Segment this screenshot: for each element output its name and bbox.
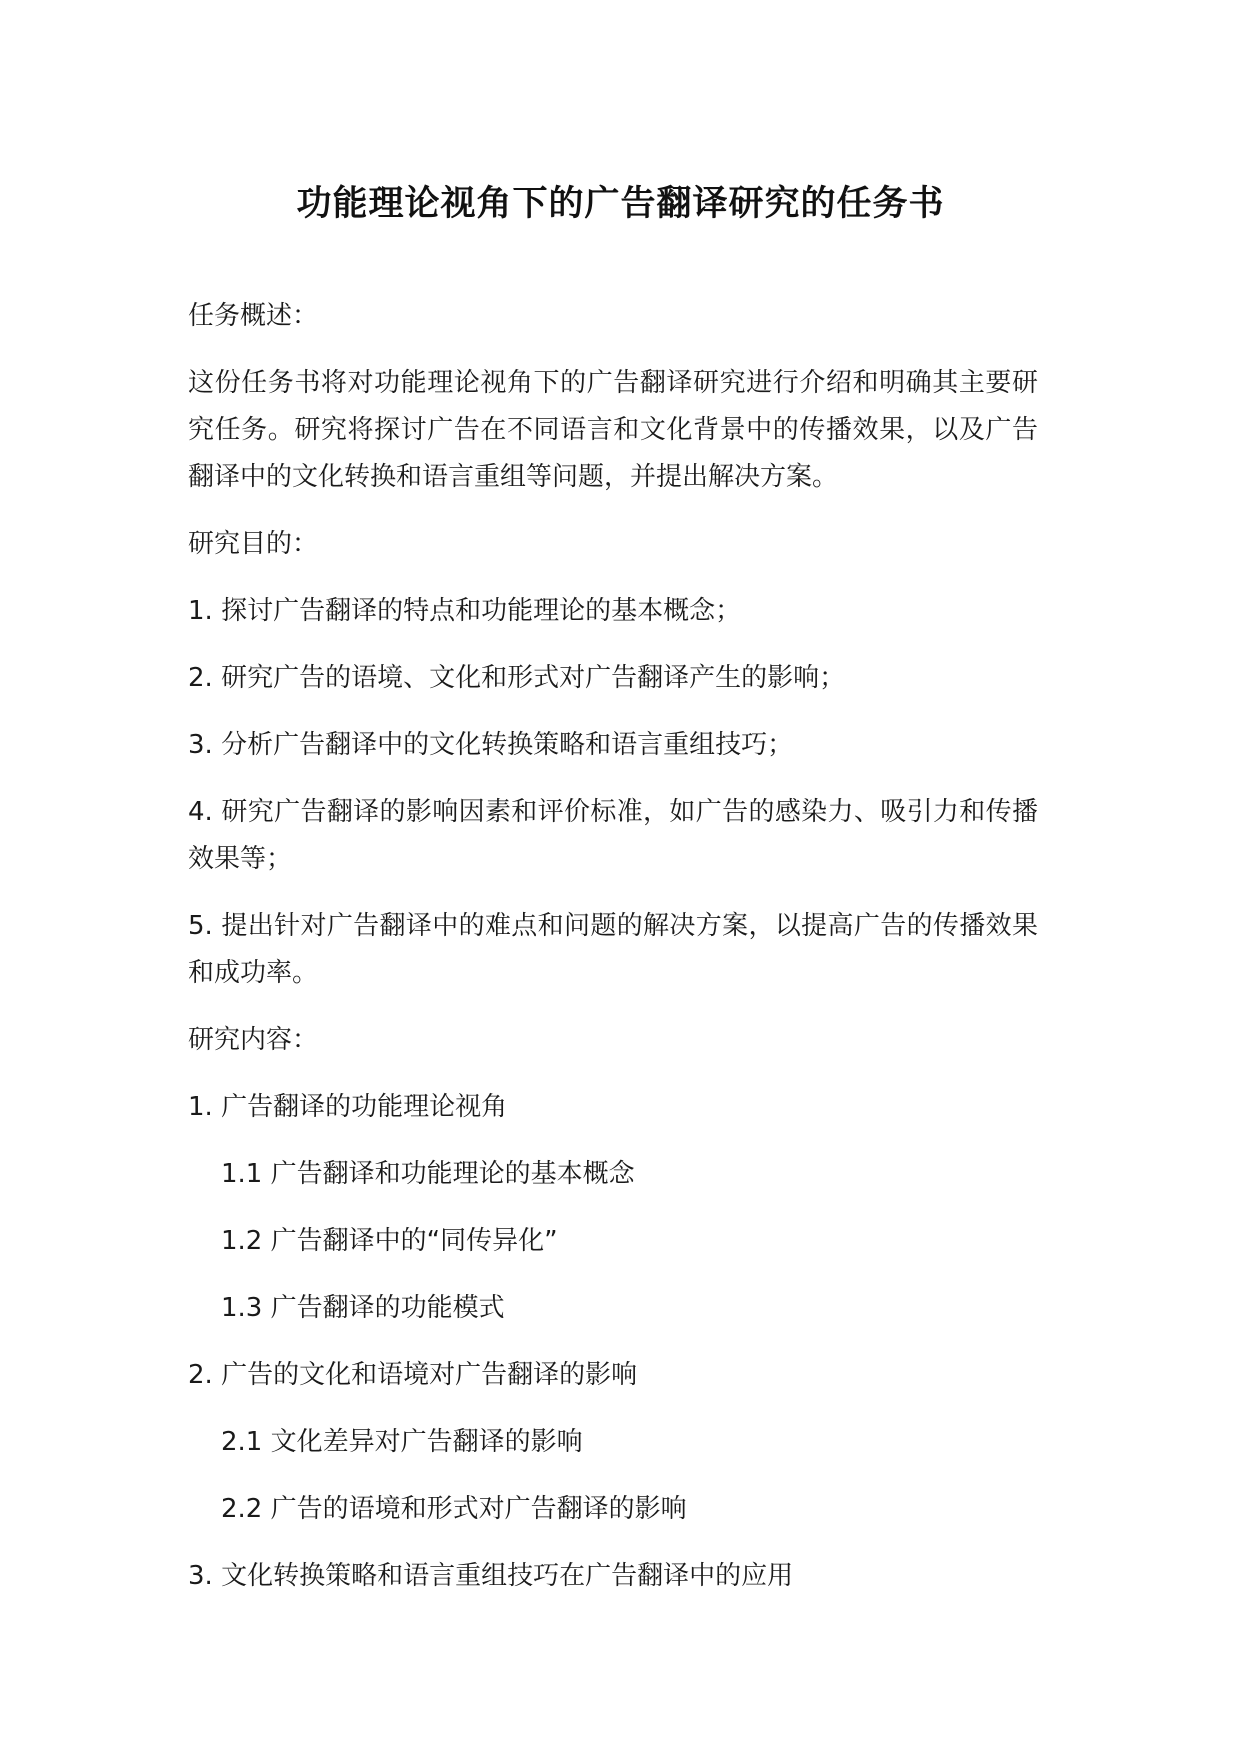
objective-item: 4. 研究广告翻译的影响因素和评价标准，如广告的感染力、吸引力和传播效果等；: [188, 797, 1038, 874]
content-item: 2. 广告的文化和语境对广告翻译的影响: [188, 1360, 638, 1390]
content-item: 1. 广告翻译的功能理论视角: [188, 1092, 508, 1122]
objective-item: 2. 研究广告的语境、文化和形式对广告翻译产生的影响；: [188, 663, 846, 693]
content-subitem: 1.1 广告翻译和功能理论的基本概念: [221, 1159, 635, 1189]
document-title: 功能理论视角下的广告翻译研究的任务书: [296, 184, 945, 224]
section-heading-objectives: 研究目的：: [188, 529, 319, 559]
content-item: 3. 文化转换策略和语言重组技巧在广告翻译中的应用: [188, 1561, 794, 1591]
content-subitem: 1.3 广告翻译的功能模式: [221, 1293, 505, 1323]
overview-paragraph: 这份任务书将对功能理论视角下的广告翻译研究进行介绍和明确其主要研究任务。研究将探讨广告在不同语言和文化背景中的传播效果，以及广告翻译中的文化转换和语言重组等问题，并提出解决方案。: [188, 368, 1038, 492]
objective-item: 5. 提出针对广告翻译中的难点和问题的解决方案，以提高广告的传播效果和成功率。: [188, 911, 1038, 988]
content-subitem: 1.2 广告翻译中的“同传异化”: [221, 1226, 558, 1256]
section-heading-content: 研究内容：: [188, 1025, 319, 1055]
content-subitem: 2.1 文化差异对广告翻译的影响: [221, 1427, 583, 1457]
section-heading-overview: 任务概述：: [188, 301, 319, 331]
objective-item: 1. 探讨广告翻译的特点和功能理论的基本概念；: [188, 596, 742, 626]
document-body: [188, 293, 1038, 1620]
objective-item: 3. 分析广告翻译中的文化转换策略和语言重组技巧；: [188, 730, 794, 760]
content-subitem: 2.2 广告的语境和形式对广告翻译的影响: [221, 1494, 687, 1524]
